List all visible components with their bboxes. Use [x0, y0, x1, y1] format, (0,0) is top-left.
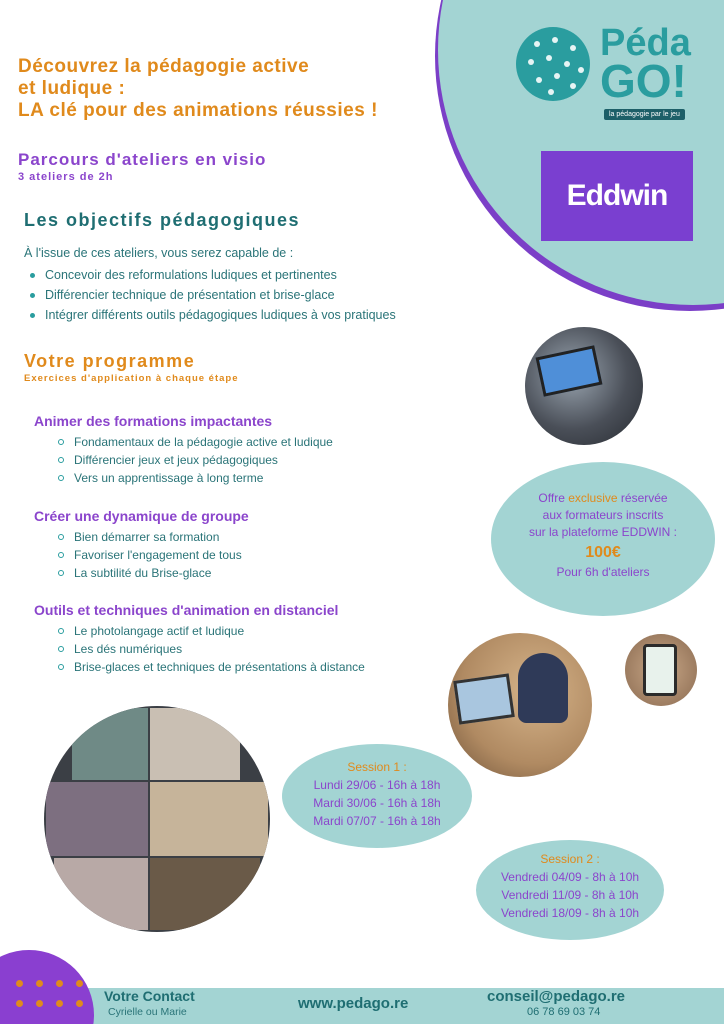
offer-line	[491, 490, 715, 507]
list-item: Différencier technique de présentation et brise-glace	[30, 285, 396, 305]
session-date: Lundi 29/06 - 16h à 18h	[313, 778, 441, 792]
session-date: Mardi 07/07 - 16h à 18h	[313, 814, 441, 828]
objectives-title: Les objectifs pédagogiques	[24, 210, 301, 230]
list-item: Vers un apprentissage à long terme	[58, 469, 333, 487]
program-subtitle: Exercices d'application à chaque étape	[24, 373, 239, 384]
headline-line: Découvrez la pédagogie active	[18, 56, 310, 77]
program-section-list	[58, 622, 365, 676]
offer-line: Pour 6h d'ateliers	[556, 565, 650, 579]
list-item: Différencier jeux et jeux pédagogiques	[58, 451, 333, 469]
session-date: Mardi 30/06 - 16h à 18h	[313, 796, 441, 810]
website-link[interactable]: www.pedago.re	[298, 995, 409, 1012]
program-section-list	[58, 528, 242, 582]
offer-line: sur la plateforme EDDWIN :	[528, 525, 678, 539]
photo-laptop	[525, 327, 643, 445]
session-1-bubble	[282, 744, 472, 848]
parcours-title: Parcours d'ateliers en visio	[18, 150, 267, 169]
offer-bubble	[491, 462, 715, 616]
photo-visio-grid	[44, 706, 270, 932]
offer-text: réservée	[617, 491, 668, 505]
list-item: Concevoir des reformulations ludiques et pertinentes	[30, 265, 396, 285]
program-section-list	[58, 433, 333, 487]
list-item: Intégrer différents outils pédagogiques ludiques à vos pratiques	[30, 305, 396, 325]
photo-phone	[625, 634, 697, 706]
session-title: Session 1 :	[347, 760, 407, 774]
contact-names: Cyrielle ou Marie	[108, 1006, 187, 1018]
program-title: Votre programme	[24, 351, 196, 371]
photo-workshop	[448, 633, 592, 777]
session-date: Vendredi 11/09 - 8h à 10h	[501, 888, 639, 902]
offer-highlight: exclusive	[568, 491, 618, 505]
session-title: Session 2 :	[540, 852, 600, 866]
list-item: La subtilité du Brise-glace	[58, 564, 242, 582]
contact-title: Votre Contact	[104, 988, 195, 1004]
objectives-list	[30, 265, 396, 325]
list-item: Favoriser l'engagement de tous	[58, 546, 242, 564]
parcours-subtitle: 3 ateliers de 2h	[18, 171, 114, 183]
logo-tagline: la pédagogie par le jeu	[604, 109, 685, 120]
phone-number: 06 78 69 03 74	[527, 1006, 601, 1018]
decorative-circle-bottom-left	[0, 950, 94, 1024]
headline-line: et ludique :	[18, 78, 126, 99]
offer-line: aux formateurs inscrits	[542, 508, 664, 522]
list-item: Bien démarrer sa formation	[58, 528, 242, 546]
pedago-ball-icon	[516, 27, 590, 101]
email-link[interactable]: conseil@pedago.re	[487, 988, 625, 1005]
list-item: Le photolangage actif et ludique	[58, 622, 365, 640]
program-section-title: Outils et techniques d'animation en distanciel	[34, 602, 339, 618]
list-item: Fondamentaux de la pédagogie active et ludique	[58, 433, 333, 451]
session-date: Vendredi 04/09 - 8h à 10h	[500, 870, 640, 884]
logo-text-peda: Péda	[600, 22, 691, 64]
logo-text-go: GO!	[600, 55, 687, 107]
objectives-intro: À l'issue de ces ateliers, vous serez capable de :	[24, 246, 294, 260]
headline-line: LA clé pour des animations réussies !	[18, 100, 378, 121]
list-item: Brise-glaces et techniques de présentations à distance	[58, 658, 365, 676]
program-section-title: Animer des formations impactantes	[34, 413, 273, 429]
eddwin-logo: Eddwin	[541, 151, 693, 241]
list-item: Les dés numériques	[58, 640, 365, 658]
session-date: Vendredi 18/09 - 8h à 10h	[500, 906, 640, 920]
offer-price: 100€	[585, 544, 621, 561]
program-section-title: Créer une dynamique de groupe	[34, 508, 249, 524]
headline	[18, 56, 448, 122]
session-2-bubble	[476, 840, 664, 940]
offer-text: Offre	[538, 491, 569, 505]
